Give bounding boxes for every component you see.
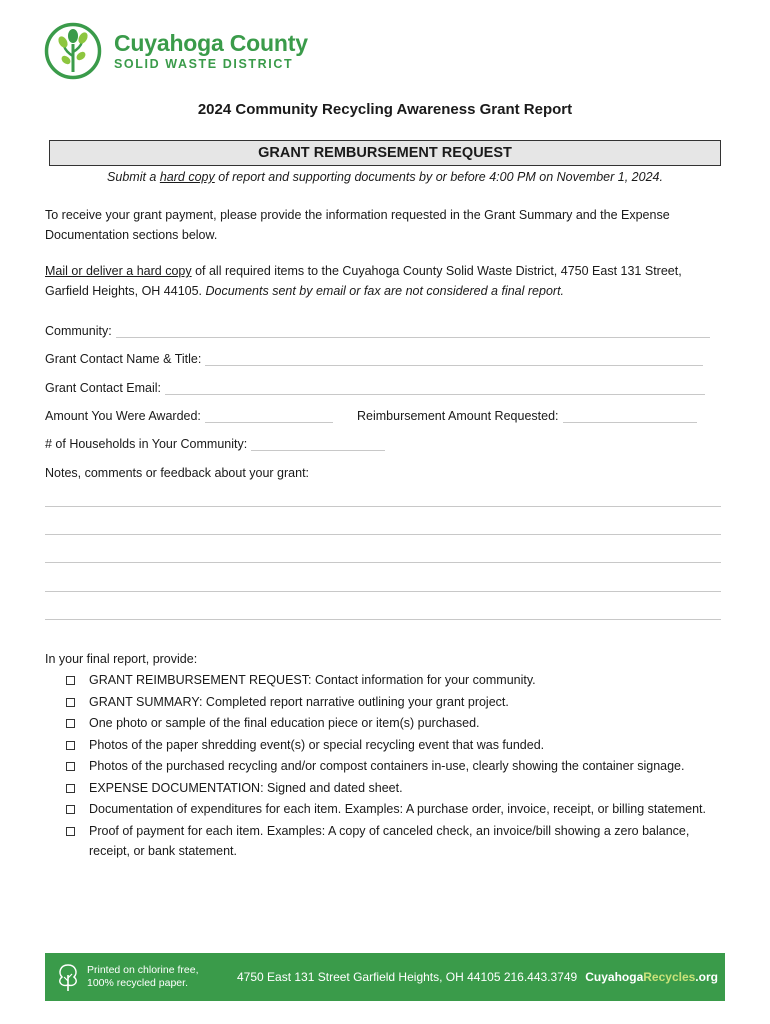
contact-email-input[interactable]	[165, 381, 705, 395]
contact-email-field	[45, 377, 705, 395]
checklist-item	[66, 821, 716, 862]
checklist-item	[66, 735, 716, 756]
checklist-item-text: Proof of payment for each item. Examples: A copy of canceled check, an invoice/bill showing a zero balance, receipt, or bank statement.	[89, 823, 690, 858]
footer-address: 4750 East 131 Street Garfield Heights, OH 44105 216.443.3749	[237, 970, 578, 984]
contact-name-label: Grant Contact Name & Title:	[45, 352, 202, 366]
logo	[44, 22, 308, 80]
requirements-checklist	[66, 670, 716, 863]
footer-print-note	[87, 964, 217, 990]
checklist-item-text: GRANT SUMMARY: Completed report narrative outlining your grant project.	[89, 694, 509, 709]
community-input[interactable]	[116, 324, 710, 338]
checklist-item-text: EXPENSE DOCUMENTATION: Signed and dated sheet.	[89, 780, 403, 795]
households-field	[45, 433, 385, 451]
checklist-item	[66, 799, 716, 820]
site-part-a: Cuyahoga	[585, 970, 644, 984]
provide-heading: In your final report, provide:	[45, 652, 198, 666]
page-title: 2024 Community Recycling Awareness Grant Report	[197, 101, 573, 118]
contact-email-label: Grant Contact Email:	[45, 381, 162, 395]
checkbox-icon[interactable]	[66, 784, 75, 793]
site-part-c: .org	[695, 970, 718, 984]
site-part-b: Recycles	[643, 970, 696, 984]
checklist-item-text: GRANT REIMBURSEMENT REQUEST: Contact information for your community.	[89, 673, 536, 687]
submit-post: of report and supporting documents by or before 4:00 PM on November 1, 2024.	[214, 170, 663, 184]
notes-field	[45, 462, 309, 480]
checklist-item	[66, 778, 716, 799]
checkbox-icon[interactable]	[66, 827, 75, 836]
footer-website[interactable]	[585, 970, 718, 984]
checklist-item-text: One photo or sample of the final education piece or item(s) purchased.	[89, 716, 480, 730]
footer-bar	[45, 953, 725, 1001]
checklist-item	[66, 713, 716, 734]
org-subtitle: SOLID WASTE DISTRICT	[114, 57, 294, 71]
checklist-item-text: Photos of the paper shredding event(s) or special recycling event that was funded.	[89, 737, 545, 752]
notes-label: Notes, comments or feedback about your grant:	[45, 466, 310, 480]
checkbox-icon[interactable]	[66, 719, 75, 728]
tree-icon	[55, 961, 81, 993]
reimbursement-field	[357, 405, 697, 423]
footer-print-line2: 100% recycled paper.	[87, 977, 188, 989]
checkbox-icon[interactable]	[66, 805, 75, 814]
org-name: Cuyahoga County	[114, 30, 308, 56]
households-input[interactable]	[251, 437, 385, 451]
intro-paragraph: To receive your grant payment, please provide the information requested in the Grant Summary and the Expense Documentation sections below.	[45, 208, 670, 242]
checkbox-icon[interactable]	[66, 698, 75, 707]
community-label: Community:	[45, 324, 112, 338]
submit-instructions	[0, 170, 770, 184]
mail-lead: Mail or deliver a hard copy	[45, 264, 192, 278]
reimbursement-input[interactable]	[563, 409, 697, 423]
mail-note: Documents sent by email or fax are not considered a final report.	[205, 283, 565, 298]
submit-hard-copy: hard copy	[159, 170, 215, 184]
contact-name-field	[45, 348, 703, 366]
notes-line[interactable]	[45, 562, 721, 563]
submit-pre: Submit a	[107, 170, 160, 184]
reimbursement-label: Reimbursement Amount Requested:	[357, 409, 559, 423]
amount-awarded-input[interactable]	[205, 409, 333, 423]
notes-line[interactable]	[45, 591, 721, 592]
checkbox-icon[interactable]	[66, 762, 75, 771]
checklist-item-text: Photos of the purchased recycling and/or compost containers in-use, clearly showing the container signage.	[89, 759, 685, 773]
checklist-item	[66, 670, 716, 691]
checkbox-icon[interactable]	[66, 676, 75, 685]
checklist-item	[66, 692, 716, 713]
section-banner: GRANT REMBURSEMENT REQUEST	[49, 140, 721, 166]
mail-paragraph	[45, 262, 725, 301]
checkbox-icon[interactable]	[66, 741, 75, 750]
notes-line[interactable]	[45, 534, 721, 535]
contact-name-input[interactable]	[205, 352, 703, 366]
tree-logo-icon	[44, 22, 102, 80]
mail-text: of all required items to the Cuyahoga County Solid Waste District, 4750 East 131 Street, Garfield Heights, OH 44105.	[45, 264, 682, 298]
checklist-item-text: Documentation of expenditures for each item. Examples: A purchase order, invoice, receipt, or billing statement.	[89, 802, 706, 816]
households-label: # of Households in Your Community:	[45, 437, 248, 451]
notes-line[interactable]	[45, 619, 721, 620]
checklist-item	[66, 756, 716, 777]
amount-awarded-field	[45, 405, 333, 423]
amount-awarded-label: Amount You Were Awarded:	[45, 409, 201, 423]
notes-line[interactable]	[45, 506, 721, 507]
community-field	[45, 320, 710, 338]
footer-print-line1: Printed on chlorine free,	[87, 964, 199, 976]
